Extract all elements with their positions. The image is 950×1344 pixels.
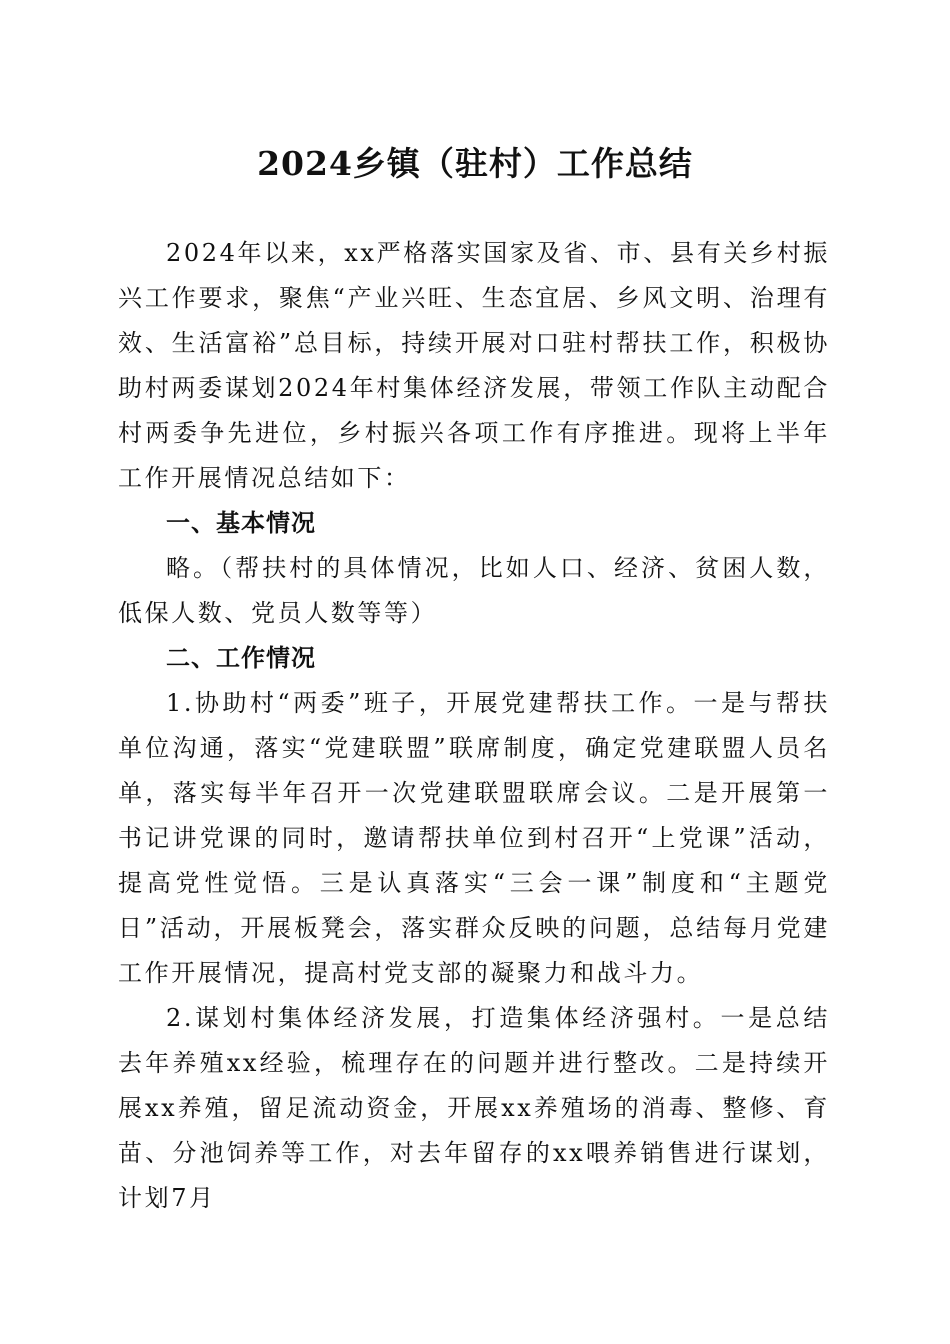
work-item-1-paragraph: 1.协助村“两委”班子，开展党建帮扶工作。一是与帮扶单位沟通，落实“党建联盟”联席制度，确定党建联盟人员名单，落实每半年召开一次党建联盟联席会议。二是开展第一书记讲党课的同时，邀请帮扶单位到村召开“上党课”活动，提高党性觉悟。三是认真落实“三会一课”制度和“主题党日”活动，开展板凳会，落实群众反映的问题，总结每月党建工作开展情况，提高村党支部的凝聚力和战斗力。 <box>118 689 830 987</box>
section-heading-work: 二、工作情况 <box>166 644 316 672</box>
work-item-2-paragraph: 2.谋划村集体经济发展，打造集体经济强村。一是总结去年养殖xx经验，梳理存在的问题并进行整改。二是持续开展xx养殖，留足流动资金，开展xx养殖场的消毒、整修、育苗、分池饲养等工作，对去年留存的xx喂养销售进行谋划，计划7月 <box>118 1004 830 1212</box>
document-title: 2024乡镇（驻村）工作总结 <box>257 144 693 183</box>
section-heading-basic: 一、基本情况 <box>166 509 316 537</box>
document-body <box>118 231 830 1221</box>
intro-paragraph: 2024年以来，xx严格落实国家及省、市、县有关乡村振兴工作要求，聚焦“产业兴旺、生态宜居、乡风文明、治理有效、生活富裕”总目标，持续开展对口驻村帮扶工作，积极协助村两委谋划2024年村集体经济发展，带领工作队主动配合村两委争先进位，乡村振兴各项工作有序推进。现将上半年工作开展情况总结如下： <box>118 239 830 492</box>
basic-situation-paragraph: 略。（帮扶村的具体情况，比如人口、经济、贫困人数，低保人数、党员人数等等） <box>118 554 830 627</box>
